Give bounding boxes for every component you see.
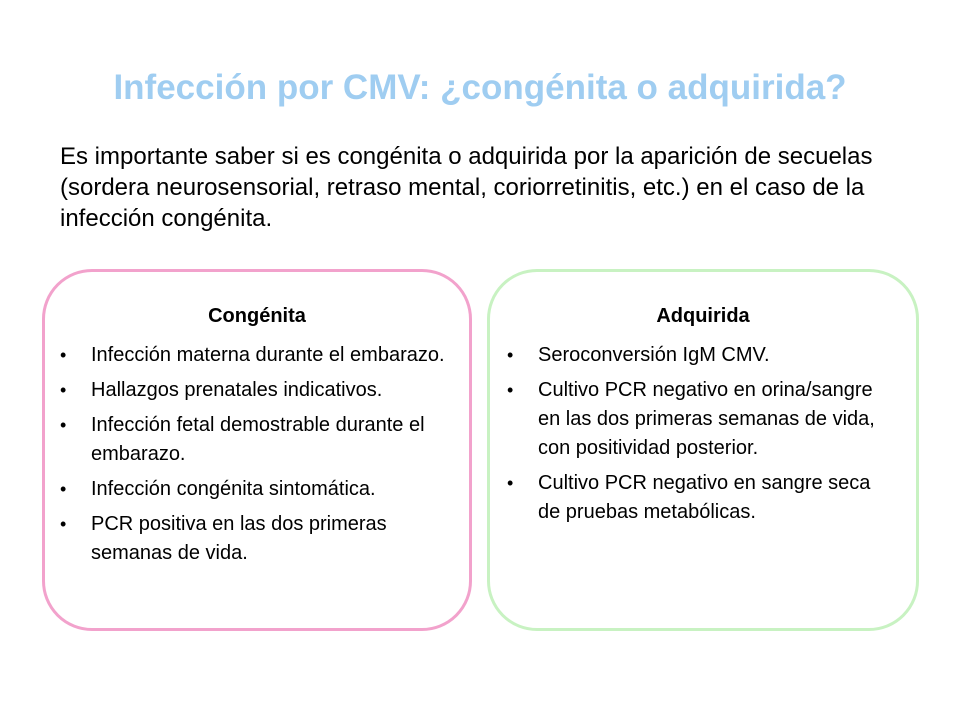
list-item	[60, 510, 459, 568]
bullet-icon: •	[507, 380, 514, 400]
list-item	[507, 469, 898, 527]
list-item	[60, 341, 459, 370]
congenita-heading: Congénita	[208, 305, 306, 327]
list-item	[60, 411, 459, 469]
bullet-icon: •	[60, 479, 67, 499]
slide-title: Infección por CMV: ¿congénita o adquirida?	[113, 68, 847, 107]
list-item-text: Infección congénita sintomática.	[91, 478, 376, 500]
bullet-icon: •	[60, 345, 67, 365]
bullet-icon: •	[60, 514, 67, 534]
list-item	[60, 376, 459, 405]
bullet-icon: •	[60, 380, 67, 400]
list-item-text: PCR positiva en las dos primeras semanas de vida.	[91, 513, 387, 564]
adquirida-list	[490, 341, 916, 527]
list-item	[507, 341, 898, 370]
list-item-text: Infección materna durante el embarazo.	[91, 344, 445, 366]
bullet-icon: •	[507, 473, 514, 493]
adquirida-heading: Adquirida	[656, 305, 750, 327]
adquirida-panel	[487, 269, 919, 631]
list-item	[507, 376, 898, 463]
list-item-text: Seroconversión IgM CMV.	[538, 344, 770, 366]
list-item-text: Hallazgos prenatales indicativos.	[91, 379, 383, 401]
list-item-text: Cultivo PCR negativo en sangre seca de pruebas metabólicas.	[538, 472, 871, 523]
list-item-text: Infección fetal demostrable durante el embarazo.	[91, 414, 425, 465]
intro-paragraph: Es importante saber si es congénita o adquirida por la aparición de secuelas (sordera neurosensorial, retraso mental, coriorretinitis, etc.) en el caso de la infección congénita.	[60, 143, 873, 232]
congenita-list	[45, 341, 469, 568]
bullet-icon: •	[507, 345, 514, 365]
congenita-panel	[42, 269, 472, 631]
bullet-icon: •	[60, 415, 67, 435]
list-item	[60, 475, 459, 504]
list-item-text: Cultivo PCR negativo en orina/sangre en las dos primeras semanas de vida, con positividad posterior.	[538, 379, 875, 459]
